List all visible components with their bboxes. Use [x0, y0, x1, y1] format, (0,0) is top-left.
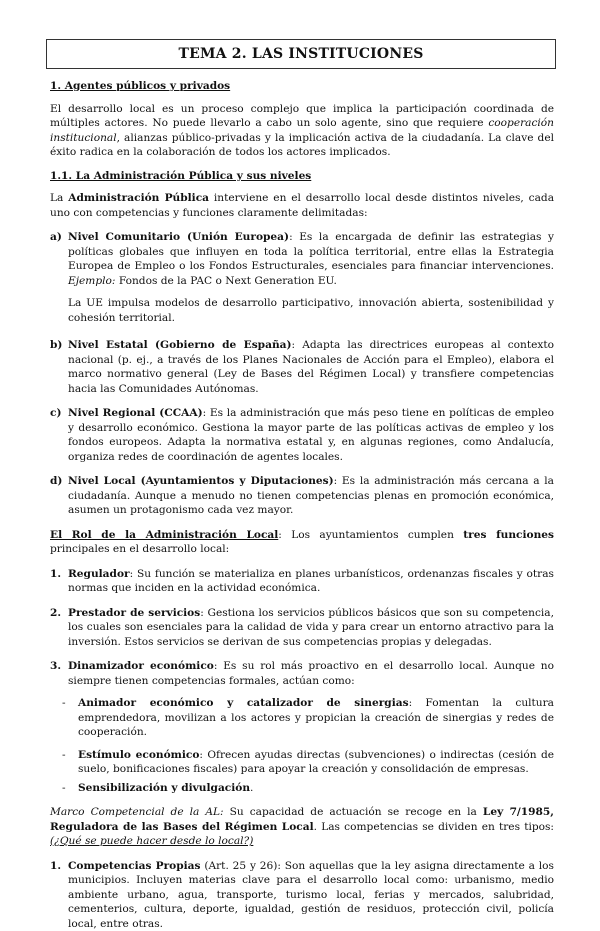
list-marker: 3. — [50, 659, 61, 674]
text: (Art. 25 y 26): Son aquellas que la ley asigna directamente a los municipios. Incluyen materias clave para el desarrollo local como: urbanismo, medio ambiente urbano, agua, transporte, turismo local, ferias y mercados, salubridad, cementerios, cultura, deporte, igualdad, gestión de residuos, protección civil, policía local, entre otras. — [68, 860, 554, 930]
bold-text: Nivel Regional (CCAA) — [68, 407, 203, 419]
list-item-level-b — [50, 338, 554, 396]
bold-text: Nivel Estatal (Gobierno de España) — [68, 339, 292, 351]
bold-text: Nivel Comunitario (Unión Europea) — [68, 231, 289, 243]
list-item-function-2 — [50, 606, 554, 650]
text: , alianzas público-privadas y la implicación activa de la ciudadanía. La clave del éxito radica en la colaboración de todos los actores implicados. — [50, 132, 554, 159]
document-title: TEMA 2. LAS INSTITUCIONES — [46, 39, 556, 69]
sub-item-estimulo — [50, 748, 554, 777]
bold-text: Prestador de servicios — [68, 607, 200, 619]
emphasis-text: Ejemplo: — [68, 275, 115, 287]
list-marker: a) — [50, 230, 62, 245]
list-item-function-1 — [50, 567, 554, 596]
text: interviene en el desarrollo local desde distintos niveles, cada uno con competencias y funciones claramente delimitadas: — [50, 192, 554, 219]
emphasis-text: Marco Competencial de la AL: — [50, 806, 224, 818]
paragraph-administracion — [50, 191, 554, 220]
bold-text: Dinamizador económico — [68, 660, 214, 672]
section-heading-administracion: 1.1. La Administración Pública y sus niveles — [50, 169, 554, 184]
text: : Gestiona los servicios públicos básicos que son su competencia, los cuales son esenciales para la calidad de vida y para crear un entorno atractivo para la inversión. Estos servicios se derivan de sus competencias propias y delegadas. — [68, 607, 554, 648]
bold-text: Regulador — [68, 568, 130, 580]
list-marker: 1. — [50, 859, 61, 874]
list-marker: c) — [50, 406, 61, 421]
text: : Es la administración que más peso tiene en políticas de empleo y desarrollo económico. Gestiona la mayor parte de las políticas activas de empleo y los fondos europeos. Adapta la normativa estatal y, en algunas regiones, como Andalucía, organiza redes de coordinación de agentes locales. — [68, 407, 554, 463]
sub-item-animador — [50, 696, 554, 740]
text: principales en el desarrollo local: — [50, 543, 229, 555]
list-marker: 1. — [50, 567, 61, 582]
text: : Es la encargada de definir las estrategias y políticas globales que influyen en toda la política territorial, entre ellas la Estrategia Europea de Empleo o los Fondos Estructurales, esenciales para financiar intervenciones. — [68, 231, 554, 272]
list-marker: - — [62, 781, 66, 796]
bold-text: tres funciones — [463, 529, 554, 541]
list-marker: b) — [50, 338, 62, 353]
list-marker: d) — [50, 474, 62, 489]
paragraph-intro — [50, 102, 554, 160]
list-marker: - — [62, 696, 66, 711]
list-marker: - — [62, 748, 66, 763]
bold-text: Administración Pública — [68, 192, 209, 204]
text: : Fomentan la cultura emprendedora, movilizan a los actores y propician la creación de sinergias y redes de cooperación. — [78, 697, 554, 738]
text: : Su función se materializa en planes urbanísticos, ordenanzas fiscales y otras normas que inciden en la actividad económica. — [68, 568, 554, 595]
question-text: (¿Qué se puede hacer desde lo local?) — [50, 835, 253, 847]
eu-note: La UE impulsa modelos de desarrollo participativo, innovación abierta, sostenibilidad y cohesión territorial. — [50, 296, 554, 325]
list-item-competencias-propias — [50, 859, 554, 931]
text: La — [50, 192, 68, 204]
text: Fondos de la PAC o Next Generation EU. — [115, 275, 336, 287]
list-item-level-d — [50, 474, 554, 518]
bold-text: Competencias Propias — [68, 860, 201, 872]
text: . — [250, 782, 253, 794]
bold-text: Nivel Local (Ayuntamientos y Diputaciones) — [68, 475, 334, 487]
text: . Las competencias se dividen en tres tipos: — [314, 821, 554, 833]
text: : Los ayuntamientos cumplen — [278, 529, 463, 541]
text: El desarrollo local es un proceso complejo que implica la participación coordinada de múltiples actores. No puede llevarlo a cabo un solo agente, sino que requiere — [50, 103, 554, 130]
text: : Ofrecen ayudas directas (subvenciones) o indirectas (cesión de suelo, bonificaciones fiscales) para apoyar la creación y consolidación de empresas. — [78, 749, 554, 776]
section-heading-agentes: 1. Agentes públicos y privados — [50, 79, 554, 94]
text: : Es su rol más proactivo en el desarrollo local. Aunque no siempre tienen competencias formales, actúan como: — [68, 660, 554, 687]
list-item-level-a — [50, 230, 554, 288]
text: : Es la administración más cercana a la ciudadanía. Aunque a menudo no tienen competencias plenas en promoción económica, asumen un protagonismo cada vez mayor. — [68, 475, 554, 516]
sub-item-sensibilizacion — [50, 781, 554, 796]
paragraph-marco — [50, 805, 554, 849]
text: : Adapta las directrices europeas al contexto nacional (p. ej., a través de los Planes Nacionales de Acción para el Empleo), elabora el marco normativo general (Ley de Bases del Régimen Local) y transfiere competencias hacia las Comunidades Autónomas. — [68, 339, 554, 395]
bold-text: Sensibilización y divulgación — [78, 782, 250, 794]
bold-text: Estímulo económico — [78, 749, 199, 761]
bold-underlined-text: El Rol de la Administración Local — [50, 529, 278, 541]
bold-text: Ley 7/1985, Reguladora de las Bases del Régimen Local — [50, 806, 554, 833]
list-marker: 2. — [50, 606, 61, 621]
list-item-level-c — [50, 406, 554, 464]
document-body — [50, 72, 554, 931]
emphasis-text: cooperación institucional — [50, 117, 554, 144]
paragraph-rol — [50, 528, 554, 557]
list-item-function-3 — [50, 659, 554, 688]
text: Su capacidad de actuación se recoge en la — [224, 806, 483, 818]
bold-text: Animador económico y catalizador de sinergias — [78, 697, 409, 709]
